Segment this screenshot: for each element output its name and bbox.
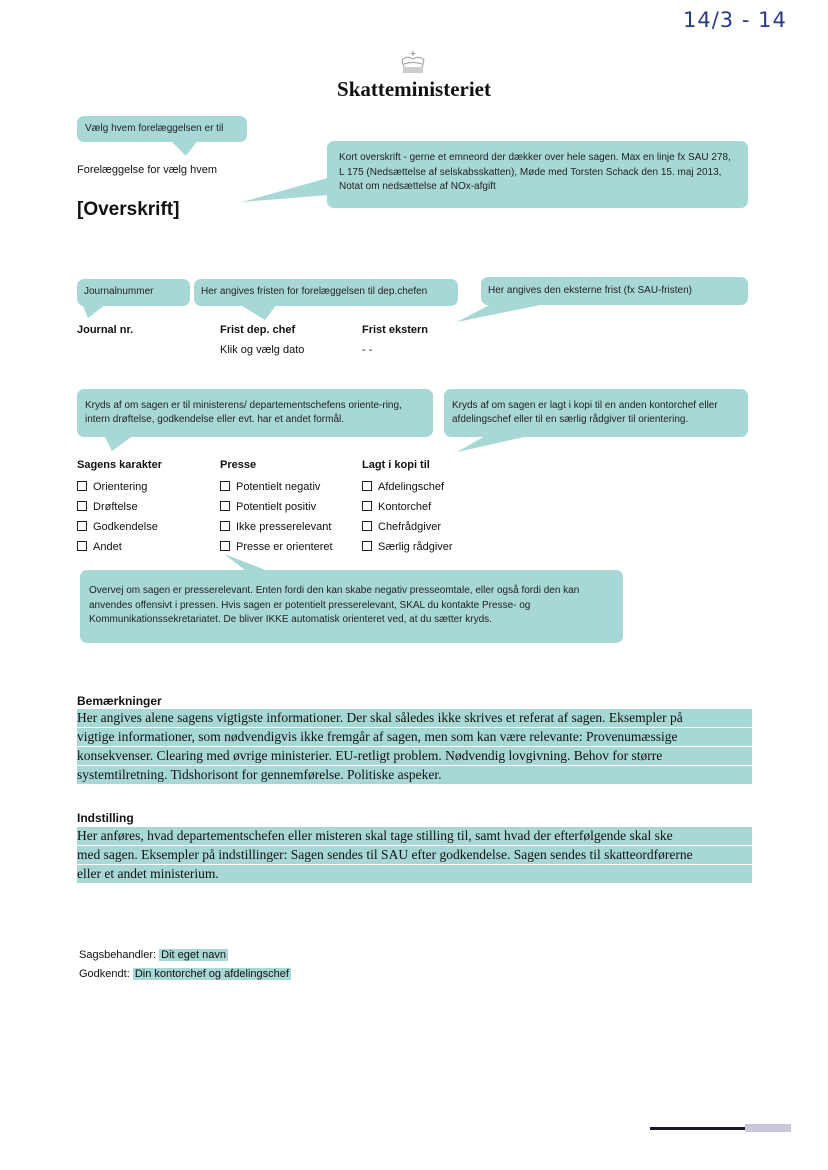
journal-bubble-tail [80, 304, 110, 320]
checkbox-chief-advisor[interactable] [362, 517, 502, 537]
checkbox-icon [220, 541, 230, 551]
checkbox-label: Afdelingschef [378, 481, 445, 493]
recipient-hint-bubble: Vælg hvem forelæggelsen er til [77, 116, 247, 142]
ministry-name: Skatteministeriet [337, 77, 491, 101]
checkbox-potentially-negative[interactable] [220, 477, 360, 497]
checkbox-andet[interactable] [77, 537, 217, 557]
copy-hint-bubble: Kryds af om sagen er lagt i kopi til en anden kontorchef eller afdelingschef eller til en særlig rådgiver til orientering. [444, 389, 748, 437]
recipient-line: Forelæggelse for vælg hvem [77, 164, 218, 176]
checkbox-potentially-positive[interactable] [220, 497, 360, 517]
recommendation-title: Indstilling [77, 811, 134, 825]
journal-hint-bubble: Journalnummer [77, 279, 190, 306]
checkbox-icon [220, 481, 230, 491]
deadline-chief-date-picker[interactable]: Klik og vælg dato [220, 344, 305, 356]
recipient-bubble-tail [150, 140, 210, 158]
recommendation-text[interactable] [77, 827, 752, 884]
remarks-text[interactable] [77, 709, 752, 785]
document-title[interactable]: [Overskrift] [77, 199, 180, 220]
checkbox-godkendelse[interactable] [77, 517, 217, 537]
checkbox-icon [77, 541, 87, 551]
deadline-chief-hint-bubble: Her angives fristen for forelæggelsen til dep.chefen [194, 279, 458, 306]
deadline-external-hint-bubble: Her angives den eksterne frist (fx SAU-fristen) [481, 277, 748, 305]
checkbox-icon [220, 521, 230, 531]
checkbox-icon [362, 501, 372, 511]
journal-label: Journal nr. [77, 324, 134, 336]
checkbox-icon [77, 521, 87, 531]
handwritten-date: 14/3 - 14 [683, 8, 787, 32]
remarks-line: Her angives alene sagens vigtigste informationer. Der skal således ikke skrives et referat af sagen. Eksempler på [77, 709, 752, 728]
checkbox-label: Ikke presserelevant [236, 521, 332, 533]
checkbox-icon [77, 501, 87, 511]
case-handler-label: Sagsbehandler: [79, 949, 157, 961]
case-handler-row [79, 949, 228, 961]
approved-row [79, 968, 291, 980]
remarks-line: konsekvenser. Clearing med øvrige ministerier. EU-retligt problem. Nødvendig lovgivning. Behov for større [77, 747, 752, 766]
checkbox-label: Potentielt negativ [236, 481, 321, 493]
case-handler-field[interactable]: Dit eget navn [161, 949, 226, 961]
press-hint-bubble: Overvej om sagen er presserelevant. Enten fordi den kan skabe negativ presseomtale, eller også fordi den kan anvendes offensivt i pressen. Hvis sagen er potentielt presserelevant, SKAL du kontakte Presse- og Kommunikationssekretariatet. De bliver IKKE automatisk orienteret ved, at du sætter kryds. [80, 570, 623, 643]
checkbox-label: Kontorchef [378, 501, 432, 513]
deadline-external-label: Frist ekstern [362, 324, 429, 336]
checkbox-label: Andet [93, 541, 122, 553]
remarks-title: Bemærkninger [77, 694, 162, 708]
checkgroup-press [220, 459, 360, 557]
checkgroup-title: Lagt i kopi til [362, 459, 430, 471]
checkbox-label: Drøftelse [93, 501, 138, 513]
checkbox-division-chief[interactable] [362, 477, 502, 497]
approved-field[interactable]: Din kontorchef og afdelingschef [134, 968, 289, 980]
footer-bar-end [745, 1124, 791, 1132]
approved-label: Godkendt: [79, 968, 130, 980]
checkbox-icon [362, 541, 372, 551]
checkgroup-case-type [77, 459, 217, 557]
checkbox-droeftelse[interactable] [77, 497, 217, 517]
checkgroup-title: Presse [220, 459, 257, 471]
checkgroup-copy [362, 459, 502, 557]
recommendation-line: med sagen. Eksempler på indstillinger: Sagen sendes til SAU efter godkendelse. Sagen sendes til skatteordførerne [77, 846, 752, 865]
crown-logo-icon [398, 50, 428, 74]
deadline-chief-label: Frist dep. chef [220, 324, 296, 336]
checkbox-label: Særlig rådgiver [378, 541, 453, 553]
checkbox-office-chief[interactable] [362, 497, 502, 517]
checkbox-label: Potentielt positiv [236, 501, 317, 513]
checkbox-special-advisor[interactable] [362, 537, 502, 557]
checkbox-label: Godkendelse [93, 521, 158, 533]
purpose-bubble-tail [100, 435, 140, 453]
summary-hint-bubble: Kort overskrift - gerne et emneord der dækker over hele sagen. Max en linje fx SAU 278, L 175 (Nedsættelse af selskabsskatten), Møde med Torsten Schack den 15. maj 2013, Notat om nedsættelse af NOx-afgift [327, 141, 748, 208]
checkbox-label: Presse er orienteret [236, 541, 333, 553]
checkgroup-title: Sagens karakter [77, 459, 162, 471]
recommendation-line: eller et andet ministerium. [77, 865, 752, 884]
checkbox-icon [362, 521, 372, 531]
purpose-hint-bubble: Kryds af om sagen er til ministerens/ departementschefens oriente-ring, intern drøftelse, godkendelse eller evt. har et andet formål. [77, 389, 433, 437]
checkbox-orientering[interactable] [77, 477, 217, 497]
remarks-line: vigtige informationer, som nødvendigvis ikke fremgår af sagen, men som kan være relevante: Provenumæssige [77, 728, 752, 747]
footer-bar [650, 1127, 745, 1130]
copy-bubble-tail [455, 434, 535, 454]
checkbox-icon [77, 481, 87, 491]
checkbox-icon [220, 501, 230, 511]
deadline-external-value[interactable]: - - [362, 344, 373, 356]
deadline-chief-bubble-tail [225, 304, 285, 322]
checkbox-label: Orientering [93, 481, 148, 493]
remarks-line: systemtilretning. Tidshorisont for gennemførelse. Politiske aspeker. [77, 766, 752, 785]
deadline-external-bubble-tail [455, 300, 565, 326]
checkbox-label: Chefrådgiver [378, 521, 441, 533]
checkbox-icon [362, 481, 372, 491]
recommendation-line: Her anføres, hvad departementschefen eller misteren skal tage stilling til, samt hvad der efterfølgende skal ske [77, 827, 752, 846]
checkbox-not-press-relevant[interactable] [220, 517, 360, 537]
